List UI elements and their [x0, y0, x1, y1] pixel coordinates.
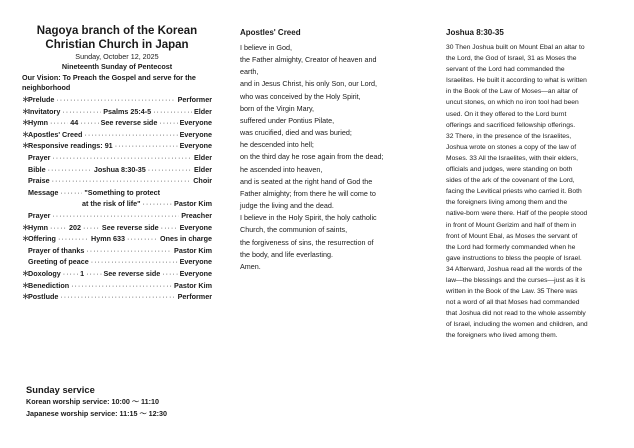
- japanese-service-time: Japanese worship service: 11:15 ～ 12:30: [26, 408, 168, 418]
- scripture-line: officials and judges, were standing on both: [446, 166, 573, 174]
- program-item-name: Prelude: [28, 95, 55, 104]
- scripture-line: of Israel, including the women and children, and: [446, 321, 588, 329]
- order-of-worship-column: [22, 24, 212, 303]
- program-item-name: Postlude: [28, 292, 59, 302]
- program-item: [22, 268, 212, 280]
- creed-line: the forgiveness of sins, the resurrection of: [240, 237, 374, 247]
- program-item-leader: Performer: [177, 292, 212, 302]
- dot-leader: [83, 222, 100, 234]
- creed-line: who was conceived by the Holy Spirit,: [240, 91, 361, 101]
- standing-marker: ＊: [22, 141, 30, 151]
- dot-leader: [161, 222, 178, 234]
- dot-leader: [50, 222, 67, 234]
- program-item-leader: Everyone: [179, 268, 212, 278]
- program-item-name: Greeting of peace: [28, 257, 89, 267]
- program-item: [22, 291, 212, 303]
- creed-line: and is seated at the right hand of God the: [240, 176, 373, 186]
- scripture-line: 32 There, in the presence of the Israelites,: [446, 132, 572, 140]
- program-item-leader: Everyone: [179, 141, 212, 151]
- program-item: [22, 140, 212, 152]
- creed-line: the Father almighty, Creator of heaven and: [240, 55, 377, 65]
- dot-leader: [84, 129, 177, 141]
- program-item: [22, 187, 212, 199]
- dot-leader: [60, 187, 82, 199]
- scripture-line: Israelites. He built it according to what is written: [446, 77, 587, 85]
- program-item-detail: Hymn 633: [91, 234, 125, 244]
- program-item-leader: Everyone: [179, 222, 213, 232]
- dot-leader: [115, 140, 178, 152]
- scripture-line: Joshua wrote on stones a copy of the law of: [446, 143, 577, 151]
- standing-marker: ＊: [22, 234, 30, 244]
- church-vision: Our Vision: To Preach the Gospel and serve for the neighborhood: [22, 73, 196, 92]
- dot-leader: [71, 280, 172, 292]
- program-item-detail: 44: [70, 118, 79, 128]
- standing-marker: ＊: [22, 106, 30, 116]
- scripture-line: law—the blessings and the curses—just as it is: [446, 276, 586, 284]
- dot-leader: [63, 268, 78, 280]
- program-item: [22, 210, 212, 222]
- program-item-name: Benediction: [28, 280, 70, 290]
- dot-leader: [58, 233, 89, 245]
- scripture-line: offerings and sacrificed fellowship offerings.: [446, 121, 576, 129]
- order-of-worship-list: [22, 94, 212, 303]
- program-item-detail: Psalms 25:4-5: [103, 106, 152, 116]
- scripture-line: 30 Then Joshua built on Mount Ebal an altar to: [446, 44, 585, 51]
- standing-marker: ＊: [22, 129, 30, 139]
- liturgical-occasion: Nineteenth Sunday of Pentecost: [61, 62, 173, 71]
- program-item: [22, 129, 212, 141]
- program-item-name: Praise: [28, 176, 50, 186]
- korean-service-time: Korean worship service: 10:00 ～ 11:10: [26, 397, 160, 406]
- church-name-line-1: Nagoya branch of the Korean: [36, 25, 198, 37]
- dot-leader: [60, 291, 175, 303]
- scripture-text: [446, 42, 622, 342]
- scripture-line: facing the Levitical priests who carried it. Both: [446, 188, 582, 196]
- standing-marker: ＊: [22, 118, 30, 128]
- scripture-line: the foreigners who lived among them.: [446, 332, 558, 340]
- scripture-line: the Lord had formerly commanded when he: [446, 243, 576, 251]
- program-item-leader: Pastor Kim: [174, 199, 212, 209]
- program-item-leader: Performer: [177, 95, 212, 104]
- dot-leader: [48, 164, 92, 176]
- program-item: [22, 280, 212, 292]
- dot-leader: [127, 233, 158, 245]
- creed-text: [240, 42, 430, 273]
- program-item-note: See reverse side: [103, 268, 161, 278]
- standing-marker: ＊: [22, 222, 30, 232]
- program-item: [22, 94, 212, 106]
- program-item-detail: at the risk of life": [82, 199, 141, 209]
- standing-marker: ＊: [22, 268, 30, 278]
- sunday-service-times: [26, 384, 226, 419]
- scripture-line: 34 Afterward, Joshua read all the words of the: [446, 265, 583, 273]
- program-item-name: Hymn: [28, 118, 48, 128]
- creed-line: Father almighty; from there he will come to: [240, 188, 376, 198]
- service-date: Sunday, October 12, 2025: [75, 52, 159, 61]
- sunday-service-heading: Sunday service: [26, 384, 95, 395]
- program-item-detail: 202: [68, 222, 81, 232]
- program-item-detail: "Something to protect: [84, 187, 161, 197]
- dot-leader: [52, 175, 192, 187]
- dot-leader: [86, 245, 172, 257]
- dot-leader: [91, 256, 178, 268]
- scripture-line: uncut stones, on which no iron tool had been: [446, 99, 579, 107]
- scripture-line: front of Mount Ebal, as Moses the servant of: [446, 232, 578, 240]
- creed-line: he ascended into heaven,: [240, 164, 323, 174]
- program-item-leader: Pastor Kim: [174, 245, 212, 255]
- scripture-line: the foreigners living among them and the: [446, 199, 568, 207]
- scripture-line: used. On it they offered to the Lord burnt: [446, 110, 567, 118]
- program-item-name: Apostles' Creed: [28, 129, 83, 139]
- program-item-name: Offering: [28, 234, 56, 244]
- scripture-line: the Lord, the God of Israel, 31 as Moses the: [446, 55, 577, 63]
- program-item-name: Prayer of thanks: [28, 245, 85, 255]
- program-item-leader: Everyone: [179, 257, 212, 267]
- program-item-leader: Elder: [194, 164, 212, 174]
- program-item-leader: Choir: [193, 176, 212, 186]
- program-item-leader: Elder: [194, 106, 212, 116]
- program-item-leader: Ones in charge: [160, 234, 212, 244]
- dot-leader: [62, 106, 101, 118]
- creed-line: I believe in the Holy Spirit, the holy catholic: [240, 213, 377, 223]
- scripture-line: gave instructions to bless the people of Israel.: [446, 254, 582, 262]
- creed-line: and in Jesus Christ, his only Son, our Lord,: [240, 79, 378, 89]
- creed-line: the body, and life everlasting.: [240, 249, 333, 259]
- dot-leader: [50, 117, 68, 129]
- program-item-leader: Preacher: [181, 210, 212, 220]
- standing-marker: ＊: [22, 280, 30, 290]
- creed-line: on the third day he rose again from the dead;: [240, 152, 384, 162]
- creed-line: Amen.: [240, 261, 261, 271]
- program-item: [22, 256, 212, 268]
- creed-line: he descended into hell;: [240, 140, 314, 150]
- scripture-line: in front of Mount Gerizim and half of them in: [446, 221, 577, 229]
- program-item-leader: Everyone: [179, 129, 212, 139]
- creed-line: earth,: [240, 67, 259, 77]
- apostles-creed-column: [240, 28, 430, 273]
- program-item-detail: 1: [80, 268, 85, 278]
- program-item-name: Doxology: [28, 268, 61, 278]
- scripture-line: sides of the ark of the covenant of the Lord,: [446, 177, 575, 185]
- scripture-line: written in the Book of the Law. 35 There was: [446, 288, 578, 296]
- program-item-detail: Joshua 8:30-35: [93, 164, 146, 174]
- program-item-note: See reverse side: [101, 222, 159, 232]
- program-item-note: See reverse side: [100, 118, 158, 128]
- standing-marker: ＊: [22, 292, 30, 302]
- scripture-column: [446, 28, 622, 342]
- dot-leader: [56, 94, 175, 106]
- scripture-line: Moses. 33 All the Israelites, with their elders,: [446, 154, 578, 162]
- scripture-line: in the Book of the Law of Moses—an altar of: [446, 88, 578, 96]
- creed-line: judge the living and the dead.: [240, 201, 334, 211]
- dot-leader: [153, 106, 192, 118]
- creed-line: was crucified, died and was buried;: [240, 128, 352, 138]
- creed-line: Church, the communion of saints,: [240, 225, 348, 235]
- program-item-name: Responsive readings: 91: [28, 141, 113, 151]
- scripture-line: native-born were there. Half of the people stood: [446, 210, 588, 218]
- creed-line: I believe in God,: [240, 43, 292, 52]
- program-item: [22, 117, 212, 129]
- church-name-line-2: Christian Church in Japan: [45, 39, 189, 51]
- scripture-line: servant of the Lord had commanded the: [446, 66, 565, 74]
- scripture-title: Joshua 8:30-35: [446, 28, 504, 37]
- dot-leader: [86, 268, 101, 280]
- dot-leader: [52, 210, 179, 222]
- dot-leader: [162, 268, 177, 280]
- program-item: [22, 106, 212, 118]
- dot-leader: [52, 152, 192, 164]
- scripture-line: not a word of all that Moses had commanded: [446, 299, 580, 307]
- program-item-name: Prayer: [28, 152, 51, 162]
- program-item-name: Message: [28, 187, 59, 197]
- program-item-name: Bible: [28, 164, 46, 174]
- program-item: [22, 245, 212, 257]
- program-item: [22, 152, 212, 164]
- dot-leader: [143, 198, 173, 210]
- creed-line: suffered under Pontius Pilate,: [240, 115, 335, 125]
- program-item: [22, 233, 212, 245]
- dot-leader: [148, 164, 192, 176]
- program-item: [22, 175, 212, 187]
- program-item-leader: Elder: [194, 152, 212, 162]
- program-item-name: Hymn: [28, 222, 48, 232]
- standing-marker: ＊: [22, 95, 30, 104]
- dot-leader: [159, 117, 177, 129]
- creed-title: Apostles' Creed: [240, 28, 301, 37]
- creed-line: born of the Virgin Mary,: [240, 103, 315, 113]
- program-item: [22, 198, 212, 210]
- dot-leader: [80, 117, 98, 129]
- program-item-leader: Everyone: [179, 118, 212, 128]
- program-item-name: Prayer: [28, 210, 51, 220]
- scripture-line: that Joshua did not read to the whole assembly: [446, 310, 586, 318]
- program-item: [22, 164, 212, 176]
- program-item: [22, 222, 212, 234]
- program-item-name: Invitatory: [28, 106, 61, 116]
- program-item-leader: Pastor Kim: [174, 280, 212, 290]
